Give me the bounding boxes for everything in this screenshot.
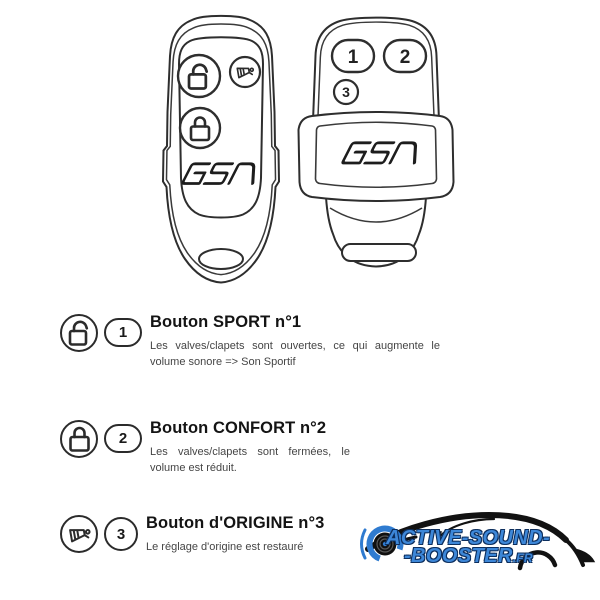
button-1-label: 1 — [347, 47, 359, 68]
instruction-title-confort: Bouton CONFORT n°2 — [150, 419, 327, 437]
unlock-icon — [60, 314, 98, 352]
instruction-row-sport — [60, 314, 440, 370]
instruction-row-origine — [60, 515, 324, 555]
instruction-body-sport: Les valves/clapets sont ouvertes, ce qui augmente le volume sonore => Son Sportif — [150, 340, 440, 368]
button-2-label: 2 — [399, 47, 411, 68]
brand-logo — [354, 492, 600, 598]
instruction-title-sport: Bouton SPORT n°1 — [150, 313, 302, 331]
brand-wordmark — [386, 529, 550, 567]
remote-front-view — [146, 12, 296, 290]
remote-numbered-view — [296, 16, 456, 276]
brand-tld: .FR — [512, 551, 533, 565]
brand-line-1: ACTIVE-SOUND- — [386, 527, 551, 549]
confort-button — [180, 108, 220, 148]
badge-1: 1 — [104, 318, 142, 347]
keyring-hole — [199, 249, 243, 269]
badge-3: 3 — [104, 517, 138, 551]
keyring-slot — [342, 244, 416, 261]
badge-2: 2 — [104, 424, 142, 453]
brand-line-2: -BOOSTER.FR — [404, 545, 533, 567]
instruction-title-origine: Bouton d'ORIGINE n°3 — [146, 514, 325, 532]
button-3-label: 3 — [342, 84, 350, 100]
instruction-row-confort — [60, 420, 350, 476]
sport-button — [178, 55, 220, 97]
instruction-body-confort: Les valves/clapets sont fermées, le volume est réduit. — [150, 446, 350, 474]
horn-icon — [60, 515, 98, 553]
lock-icon — [60, 420, 98, 458]
origine-button — [230, 57, 260, 87]
instruction-body-origine: Le réglage d'origine est restauré — [146, 541, 304, 553]
